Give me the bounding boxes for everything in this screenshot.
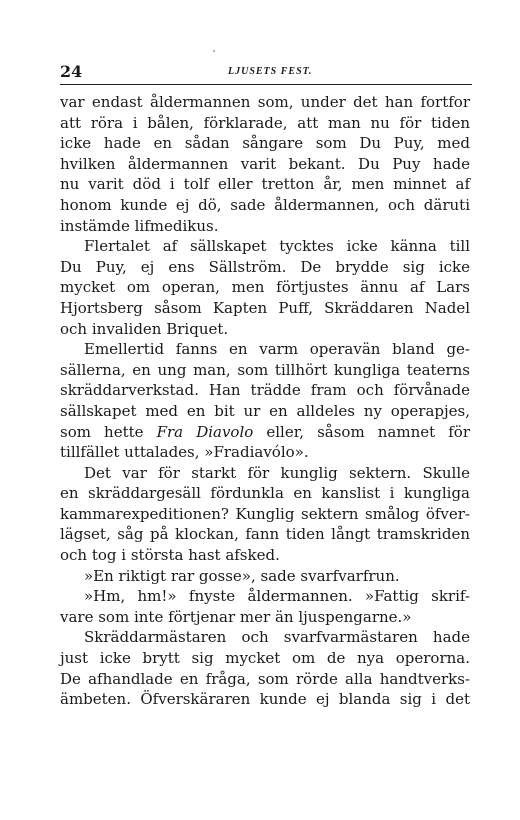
running-title: LJUSETS FEST. [228, 66, 313, 77]
text-line: var endast åldermannen som, under det han fortfor [60, 93, 470, 111]
text-line: De afhandlade en fråga, som rörde alla handtverks- [60, 669, 470, 688]
text-line: som hette Fra Diavolo eller, såsom namnet för [60, 422, 470, 441]
text-line: icke hade en sådan sångare som Du Puy, med [60, 134, 470, 153]
text-line: nu varit död i tolf eller tretton år, men minnet af [60, 175, 470, 194]
text-line: Det var för starkt för kunglig sektern. Skulle [84, 463, 470, 482]
text-line: ämbeten. Öfverskäraren kunde ej blanda sig i det [60, 690, 470, 709]
text-line: kammarexpeditionen? Kunglig sektern smålog öfver- [60, 504, 470, 523]
text-line: och invaliden Briquet. [60, 319, 229, 338]
text-line: och tog i största hast afsked. [60, 546, 280, 565]
print-speck [213, 50, 215, 52]
text-line: Flertalet af sällskapet tycktes icke känna till [84, 237, 470, 256]
text-line: Hjortsberg såsom Kapten Puff, Skräddaren Nadel [60, 298, 470, 317]
text-line: vare som inte förtjenar mer än ljuspengarne.» [60, 607, 412, 626]
text-line: sällerna, en ung man, som tillhört kungliga teaterns [60, 360, 470, 379]
text-line: Skräddarmästaren och svarfvarmästaren hade [84, 628, 470, 647]
text-line: sällskapet med en bit ur en alldeles ny operapjes, [60, 401, 470, 420]
header-rule [60, 84, 472, 85]
text-line: honom kunde ej dö, sade åldermannen, och däruti [60, 195, 470, 214]
page-header [60, 62, 472, 82]
text-line: mycket om operan, men förtjustes ännu af Lars [60, 278, 470, 297]
text-line: just icke brytt sig mycket om de nya operorna. [60, 649, 470, 668]
text-line: hvilken åldermannen varit bekant. Du Puy hade [60, 154, 470, 173]
text-line: att röra i bålen, förklarade, att man nu för tiden [60, 113, 470, 132]
text-line: instämde lifmedikus. [60, 216, 219, 235]
text-line: tillfället uttalades, »Fradiavólo». [60, 443, 309, 462]
text-line: lägset, såg på klockan, fann tiden långt tramskriden [60, 525, 470, 544]
text-line: skräddarverkstad. Han trädde fram och förvånade [60, 381, 470, 400]
text-line: »Hm, hm!» fnyste åldermannen. »Fattig skrif- [84, 587, 470, 606]
text-line: en skräddargesäll fördunkla en kanslist i kungliga [60, 484, 470, 503]
text-line: Emellertid fanns en varm operavän bland ge- [84, 340, 470, 359]
body-text [60, 92, 470, 710]
page-number: 24 [60, 62, 83, 81]
text-line: Du Puy, ej ens Sällström. De brydde sig icke [60, 257, 470, 276]
text-line: »En riktigt rar gosse», sade svarfvarfrun. [84, 566, 400, 585]
title-italic: Fra Diavolo [156, 422, 254, 441]
